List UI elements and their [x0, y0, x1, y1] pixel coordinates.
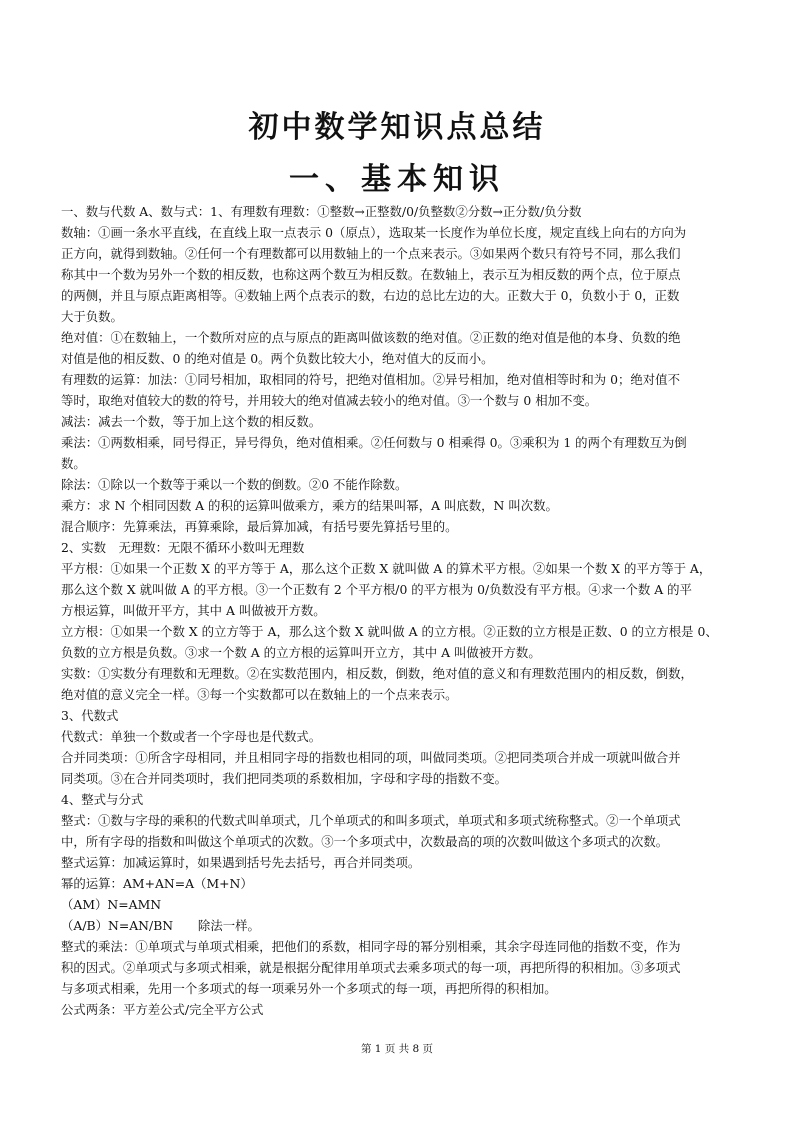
text-line: 对值是他的相反数、0 的绝对值是 0。两个负数比较大小，绝对值大的反而小。 [61, 351, 494, 366]
text-line: 方根运算，叫做开平方，其中 A 叫做被开方数。 [61, 603, 326, 618]
text-line: 称其中一个数为另外一个数的相反数，也称这两个数互为相反数。在数轴上，表示互为相反数的两个点，位于原点 [61, 267, 681, 282]
text-line: 幂的运算：AM+AN=A（M+N） [61, 876, 253, 891]
body-text [61, 201, 759, 1020]
text-line: 2、实数 无理数：无限不循环小数叫无理数 [61, 540, 305, 555]
text-line: 绝对值：①在数轴上，一个数所对应的点与原点的距离叫做该数的绝对值。②正数的绝对值是他的本身、负数的绝 [61, 330, 681, 345]
text-line: 整式运算：加减运算时，如果遇到括号先去括号，再合并同类项。 [61, 855, 421, 870]
page-footer: 第 1 页 共 8 页 [360, 1043, 434, 1055]
text-line: 乘方：求 N 个相同因数 A 的积的运算叫做乘方，乘方的结果叫幂，A 叫底数，N 叫次数。 [61, 498, 558, 513]
text-line: 数轴：①画一条水平直线，在直线上取一点表示 0（原点），选取某一长度作为单位长度，规定直线上向右的方向为 [61, 225, 687, 240]
text-line: （AM）N=AMN [61, 897, 162, 912]
text-line: 整式：①数与字母的乘积的代数式叫单项式，几个单项式的和叫多项式，单项式和多项式统称整式。②一个单项式 [61, 813, 681, 828]
text-line: 减法：减去一个数，等于加上这个数的相反数。 [61, 414, 322, 429]
text-line: 一、数与代数 A、数与式：1、有理数有理数：①整数→正整数/0/负整数②分数→正分数/负分数 [61, 204, 582, 219]
text-line: 同类项。③在合并同类项时，我们把同类项的系数相加，字母和字母的指数不变。 [61, 771, 508, 786]
text-line: 公式两条：平方差公式/完全平方公式 [61, 1002, 264, 1017]
text-line: 绝对值的意义完全一样。③每一个实数都可以在数轴上的一个点来表示。 [61, 687, 458, 702]
text-line: 的两侧，并且与原点距离相等。④数轴上两个点表示的数，右边的总比左边的大。正数大于 0，负数小于 0，正数 [61, 288, 680, 303]
text-line: 代数式：单独一个数或者一个字母也是代数式。 [61, 729, 322, 744]
text-line: 有理数的运算：加法：①同号相加，取相同的符号，把绝对值相加。②异号相加，绝对值相等时和为 0；绝对值不 [61, 372, 680, 387]
text-line: 平方根：①如果一个正数 X 的平方等于 A，那么这个正数 X 就叫做 A 的算术平方根。②如果一个数 X 的平方等于 A， [61, 561, 712, 576]
text-line: （A/B）N=AN/BN 除法一样。 [61, 918, 260, 933]
text-line: 积的因式。②单项式与多项式相乘，就是根据分配律用单项式去乘多项式的每一项，再把所得的积相加。③多项式 [61, 960, 681, 975]
text-line: 正方向，就得到数轴。②任何一个有理数都可以用数轴上的一个点来表示。③如果两个数只有符号不同，那么我们 [61, 246, 681, 261]
text-line: 大于负数。 [61, 309, 123, 324]
text-line: 负数的立方根是负数。③求一个数 A 的立方根的运算叫开立方，其中 A 叫做被开方数。 [61, 645, 541, 660]
page-title: 初中数学知识点总结 [248, 110, 546, 145]
text-line: 混合顺序：先算乘法，再算乘除，最后算加减，有括号要先算括号里的。 [61, 519, 458, 534]
text-line: 中，所有字母的指数和叫做这个单项式的次数。③一个多项式中，次数最高的项的次数叫做这个多项式的次数。 [61, 834, 669, 849]
text-line: 合并同类项：①所含字母相同，并且相同字母的指数也相同的项，叫做同类项。②把同类项合并成一项就叫做合并 [61, 750, 681, 765]
text-line: 那么这个数 X 就叫做 A 的平方根。③一个正数有 2 个平方根/0 的平方根为 0/负数没有平方根。④求一个数 A 的平 [61, 582, 692, 597]
text-line: 整式的乘法：①单项式与单项式相乘，把他们的系数，相同字母的幂分别相乘，其余字母连同他的指数不变，作为 [61, 939, 681, 954]
text-line: 乘法：①两数相乘，同号得正，异号得负，绝对值相乘。②任何数与 0 相乘得 0。③乘积为 1 的两个有理数互为倒 [61, 435, 687, 450]
text-line: 与多项式相乘，先用一个多项式的每一项乘另外一个多项式的每一项，再把所得的积相加。 [61, 981, 557, 996]
section-heading: 一、基本知识 [289, 162, 505, 197]
text-line: 实数：①实数分有理数和无理数。②在实数范围内，相反数，倒数，绝对值的意义和有理数范围内的相反数，倒数， [61, 666, 693, 681]
text-line: 4、整式与分式 [61, 792, 144, 807]
text-line: 立方根：①如果一个数 X 的立方等于 A，那么这个数 X 就叫做 A 的立方根。②正数的立方根是正数、0 的立方根是 0、 [61, 624, 718, 639]
text-line: 除法：①除以一个数等于乘以一个数的倒数。②0 不能作除数。 [61, 477, 408, 492]
text-line: 等时，取绝对值较大的数的符号，并用较大的绝对值减去较小的绝对值。③一个数与 0 相加不变。 [61, 393, 598, 408]
text-line: 3、代数式 [61, 708, 119, 723]
text-line: 数。 [61, 456, 86, 471]
